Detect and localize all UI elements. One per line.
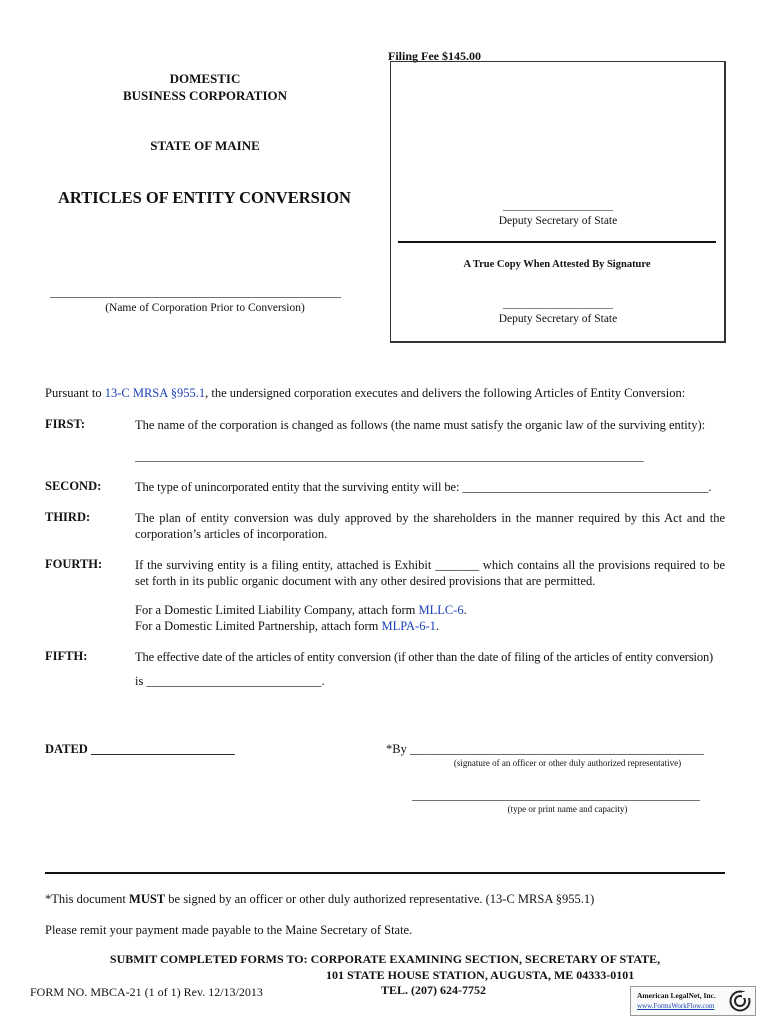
corporation-name-field[interactable]: ___________________________________________________ — [50, 285, 341, 299]
dated-field[interactable]: DATED _______________________ — [45, 742, 235, 756]
third-label: THIRD: — [45, 510, 91, 524]
deputy-signature-line-1: ____________________ — [503, 200, 613, 212]
mlpa-6-1-link[interactable]: MLPA-6-1 — [381, 619, 436, 633]
new-name-field[interactable]: __________________________________________________________________________________________ — [135, 451, 644, 463]
second-text[interactable]: The type of unincorporated entity that the surviving entity will be: ________________________________________. — [135, 480, 712, 494]
box-divider — [398, 241, 716, 243]
corporation-name-caption: (Name of Corporation Prior to Conversion) — [105, 302, 305, 314]
entity-type-2: BUSINESS CORPORATION — [122, 88, 288, 103]
signing-note: *This document MUST be signed by an officer or other duly authorized representative. (13-C MRSA §955.1) — [45, 892, 595, 906]
lp-instruction: For a Domestic Limited Partnership, attach form MLPA-6-1. — [135, 619, 440, 633]
true-copy-label: A True Copy When Attested By Signature — [463, 259, 651, 270]
signature-field[interactable]: *By _______________________________________________ — [386, 742, 704, 756]
effective-date-field[interactable]: is ____________________________. — [135, 674, 325, 688]
fourth-text[interactable]: If the surviving entity is a filing entity, attached is Exhibit _______ which contains all the provisions required to be set forth in its public organic document with any other desired provisions that are permitted. — [135, 558, 725, 588]
mllc-6-link[interactable]: MLLC-6 — [418, 603, 464, 617]
deputy-label-1: Deputy Secretary of State — [498, 215, 618, 227]
deputy-label-2: Deputy Secretary of State — [498, 313, 618, 325]
llc-instruction: For a Domestic Limited Liability Company, attach form MLLC-6. — [135, 603, 467, 617]
publisher-logo-icon — [729, 990, 751, 1012]
footer-divider — [45, 872, 725, 874]
printed-name-field[interactable]: ________________________________________________ — [412, 788, 700, 802]
first-text: The name of the corporation is changed as follows (the name must satisfy the organic law of the surviving entity): — [135, 418, 706, 432]
intro-paragraph: Pursuant to 13-C MRSA §955.1, the undersigned corporation executes and delivers the following Articles of Entity Conversion: — [45, 386, 686, 400]
second-label: SECOND: — [45, 479, 102, 493]
publisher-url[interactable]: www.FormsWorkFlow.com — [637, 1002, 715, 1010]
fourth-label: FOURTH: — [45, 557, 103, 571]
submit-line-1: SUBMIT COMPLETED FORMS TO: CORPORATE EXAMINING SECTION, SECRETARY OF STATE, — [109, 952, 661, 966]
filing-fee: Filing Fee $145.00 — [388, 49, 481, 63]
statute-link[interactable]: 13-C MRSA §955.1 — [104, 386, 206, 400]
first-label: FIRST: — [45, 417, 86, 431]
signature-caption: (signature of an officer or other duly authorized representative) — [453, 758, 682, 768]
publisher-badge — [630, 986, 756, 1016]
printed-name-caption: (type or print name and capacity) — [507, 804, 628, 814]
fifth-label: FIFTH: — [45, 649, 88, 663]
remit-note: Please remit your payment made payable to the Maine Secretary of State. — [45, 923, 413, 937]
fifth-text: The effective date of the articles of entity conversion (if other than the date of filing of the articles of entity conversion) — [135, 650, 714, 664]
submit-line-2: 101 STATE HOUSE STATION, AUGUSTA, ME 04333-0101 — [326, 968, 635, 982]
state-name: STATE OF MAINE — [150, 138, 260, 153]
form-number: FORM NO. MBCA-21 (1 of 1) Rev. 12/13/2013 — [30, 985, 263, 999]
entity-type-1: DOMESTIC — [169, 71, 241, 86]
page-title: ARTICLES OF ENTITY CONVERSION — [58, 188, 351, 207]
deputy-signature-line-2: ____________________ — [503, 298, 613, 310]
publisher-name: American LegalNet, Inc. — [637, 991, 716, 1000]
third-text: The plan of entity conversion was duly approved by the shareholders in the manner required by this Act and the corporation’s articles of incorporation. — [135, 511, 725, 541]
submit-line-3: TEL. (207) 624-7752 — [381, 983, 486, 997]
